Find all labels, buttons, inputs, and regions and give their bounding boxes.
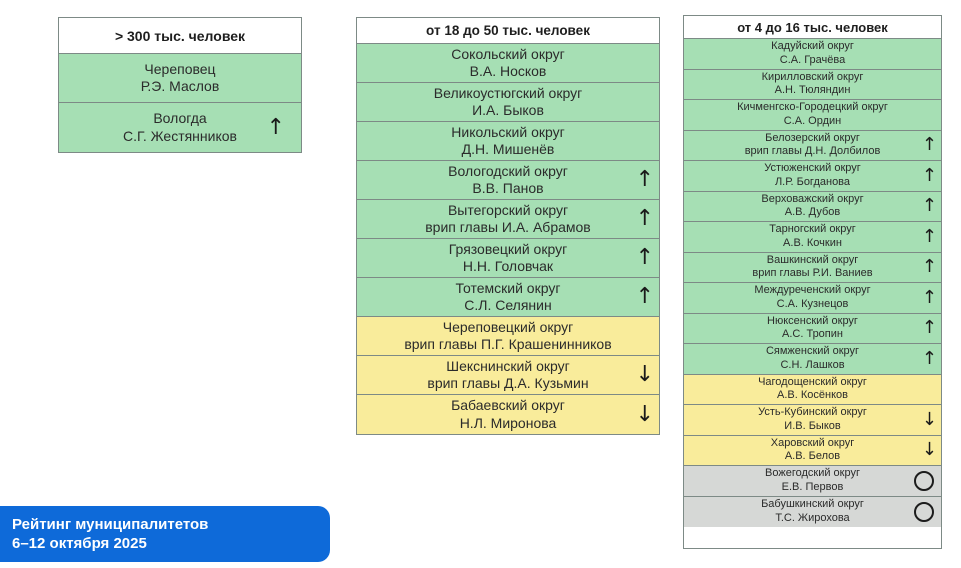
arrow-down-icon: ↓ — [635, 401, 654, 427]
district-row — [357, 317, 659, 356]
circle-icon — [914, 502, 934, 522]
district-row — [357, 44, 659, 83]
column-header: > 300 тыс. человек — [59, 18, 301, 54]
arrow-up-icon: ↑ — [921, 256, 937, 278]
district-row — [357, 278, 659, 317]
district-row — [684, 192, 941, 223]
district-row — [684, 161, 941, 192]
district-row — [357, 395, 659, 434]
district-head: А.В. Кочкин — [783, 236, 842, 249]
district-head: Н.Н. Головчак — [462, 258, 554, 274]
district-name: Грязовецкий округ — [448, 240, 568, 257]
arrow-down-icon: ↓ — [921, 408, 937, 430]
arrow-up-icon: ↑ — [921, 286, 937, 308]
district-head: С.Н. Лашков — [780, 358, 845, 371]
rating-table-4-16k — [683, 15, 942, 549]
district-name: Верховажский округ — [761, 192, 864, 205]
district-head: Л.Р. Богданова — [774, 175, 851, 188]
district-row — [684, 131, 941, 162]
district-head: Д.Н. Мишенёв — [461, 141, 555, 157]
district-name: Великоустюгский округ — [433, 84, 583, 101]
district-head: А.С. Тропин — [782, 328, 843, 341]
district-row — [684, 253, 941, 284]
arrow-up-icon: ↑ — [921, 347, 937, 369]
district-name: Нюксенский округ — [767, 314, 858, 327]
district-row — [684, 497, 941, 528]
district-name: Бабаевский округ — [451, 397, 565, 414]
district-row — [684, 283, 941, 314]
district-name: Кирилловский округ — [761, 70, 864, 83]
arrow-up-icon: ↑ — [635, 245, 654, 270]
district-head: С.Л. Селянин — [464, 297, 552, 313]
district-row — [357, 200, 659, 239]
district-name: Вологодский округ — [448, 162, 568, 179]
arrow-up-icon: ↑ — [635, 167, 654, 192]
district-name: Кадуйский округ — [771, 40, 854, 53]
district-row — [684, 39, 941, 70]
district-name: Харовский округ — [770, 436, 855, 449]
district-head: С.Г. Жестянников — [123, 127, 237, 144]
arrow-up-icon: ↑ — [635, 206, 654, 231]
district-head: Р.Э. Маслов — [140, 78, 220, 94]
district-name: Вытегорский округ — [447, 201, 569, 218]
district-name: Междуреченский округ — [754, 284, 871, 297]
district-name: Усть-Кубинский округ — [758, 406, 867, 419]
district-name: Кичменгско-Городецкий округ — [737, 101, 888, 114]
district-head: Н.Л. Миронова — [459, 414, 557, 431]
district-name: Тарногский округ — [769, 223, 856, 236]
district-head: А.В. Косёнков — [777, 389, 848, 402]
district-name: Череповецкий округ — [442, 318, 574, 335]
arrow-up-icon: ↑ — [266, 114, 285, 140]
district-name: Вологда — [153, 110, 207, 127]
column-header: от 4 до 16 тыс. человек — [684, 16, 941, 39]
arrow-up-icon: ↑ — [635, 284, 654, 309]
district-row — [684, 466, 941, 497]
district-head: Е.В. Первов — [781, 480, 844, 493]
district-name: Тотемский округ — [455, 279, 561, 296]
district-head: А.Н. Тюляндин — [774, 84, 851, 97]
district-head: врип главы Р.И. Ваниев — [752, 267, 873, 280]
district-name: Белозерский округ — [765, 131, 860, 144]
district-head: С.А. Ордин — [783, 114, 842, 127]
district-row — [357, 83, 659, 122]
district-name: Череповец — [144, 60, 216, 77]
district-head: И.А. Быков — [472, 102, 544, 118]
district-head: С.А. Кузнецов — [776, 297, 849, 310]
column-header: от 18 до 50 тыс. человек — [357, 18, 659, 44]
district-row — [357, 122, 659, 161]
district-head: В.В. Панов — [472, 180, 544, 196]
district-head: врип главы Д.Н. Долбилов — [744, 145, 881, 158]
district-name: Никольский округ — [451, 123, 565, 140]
district-head: И.В. Быков — [784, 419, 841, 432]
rating-title: Рейтинг муниципалитетов — [12, 516, 209, 533]
rating-period: 6–12 октября 2025 — [12, 535, 147, 552]
district-row — [59, 103, 301, 152]
rating-title-badge — [0, 506, 330, 562]
arrow-down-icon: ↓ — [921, 439, 937, 461]
district-row — [684, 405, 941, 436]
arrow-up-icon: ↑ — [921, 195, 937, 217]
arrow-up-icon: ↑ — [921, 225, 937, 247]
district-head: А.В. Дубов — [784, 206, 841, 219]
district-head: Т.С. Жирохова — [775, 511, 850, 524]
district-name: Вожегодский округ — [765, 467, 860, 480]
district-row — [357, 356, 659, 395]
circle-icon — [914, 471, 934, 491]
arrow-up-icon: ↑ — [921, 134, 937, 156]
district-row — [684, 222, 941, 253]
district-name: Чагодощенский округ — [758, 375, 867, 388]
district-head: врип главы И.А. Абрамов — [425, 219, 591, 235]
district-row — [684, 70, 941, 101]
district-head: врип главы Д.А. Кузьмин — [427, 375, 589, 391]
district-name: Сямженский округ — [765, 345, 860, 358]
arrow-up-icon: ↑ — [921, 164, 937, 186]
district-row — [684, 344, 941, 375]
district-row — [684, 100, 941, 131]
district-name: Бабушкинский округ — [761, 498, 864, 511]
district-head: А.В. Белов — [784, 450, 841, 463]
district-row — [357, 239, 659, 278]
district-row — [684, 375, 941, 406]
district-row — [684, 314, 941, 345]
district-head: В.А. Носков — [469, 63, 547, 79]
rating-table-18-50k — [356, 17, 660, 435]
district-head: С.А. Грачёва — [779, 53, 846, 66]
district-head: врип главы П.Г. Крашенинников — [404, 336, 612, 352]
district-name: Сокольский округ — [451, 45, 565, 62]
district-row — [357, 161, 659, 200]
rating-table-over-300k — [58, 17, 302, 153]
district-name: Устюженский округ — [764, 162, 861, 175]
arrow-up-icon: ↑ — [921, 317, 937, 339]
district-row — [684, 436, 941, 467]
district-name: Вашкинский округ — [766, 253, 859, 266]
district-name: Шекснинский округ — [446, 357, 570, 374]
district-row — [59, 54, 301, 103]
arrow-down-icon: ↓ — [635, 362, 654, 387]
